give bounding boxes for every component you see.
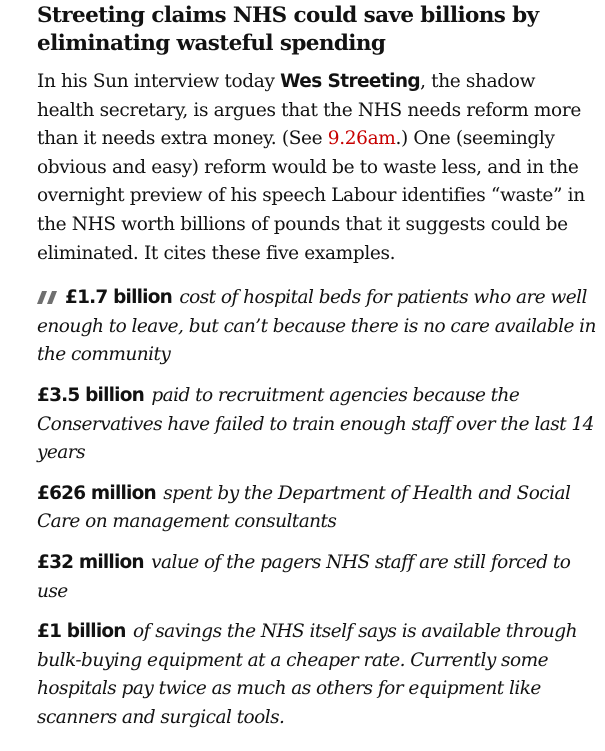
item-text: spent by the Department of Health and Social Care on management consultants (37, 482, 571, 533)
entry-headline: Streeting claims NHS could save billions by eliminating wasteful spending (37, 3, 539, 56)
quote-item-1 (37, 284, 597, 370)
quote-marks-icon (37, 285, 61, 298)
amount: £3.5 billion (37, 384, 144, 406)
person-name: Wes Streeting (280, 71, 421, 92)
amount: £32 million (37, 551, 144, 573)
item-text: paid to recruitment agencies because the Conservatives have failed to train enough staff over the last 14 years (37, 384, 594, 464)
quote-item-4 (37, 549, 597, 606)
intro-text-middle: , the shadow health secretary, is argues that the NHS needs reform more than it needs extra money. (See (37, 71, 581, 150)
intro-paragraph (37, 68, 597, 268)
quote-item-5 (37, 618, 597, 732)
amount: £1 billion (37, 621, 126, 643)
item-text: cost of hospital beds for patients who are well enough to leave, but can’t because there is no care available in the community (37, 287, 596, 366)
quoted-list (37, 284, 597, 732)
item-text: of savings the NHS itself says is available through bulk-buying equipment at a cheaper rate. Currently some hospitals pay twice as much as others for equipment like scanners and surgical tools. (37, 621, 577, 728)
amount: £626 million (37, 482, 156, 504)
intro-text-end: .) One (seemingly obvious and easy) reform would be to waste less, and in the overnight preview of his speech Labour identifies “waste” in the NHS worth billions of pounds that it suggests could be eliminated. It cites these five examples. (37, 128, 585, 264)
time-link[interactable]: 9.26am (327, 128, 396, 150)
quote-item-2 (37, 382, 597, 468)
quote-item-3 (37, 480, 597, 537)
item-text: value of the pagers NHS staff are still forced to use (37, 551, 571, 602)
live-blog-entry (37, 0, 597, 751)
amount: £1.7 billion (65, 287, 172, 309)
intro-text-start: In his Sun interview today (37, 71, 281, 92)
